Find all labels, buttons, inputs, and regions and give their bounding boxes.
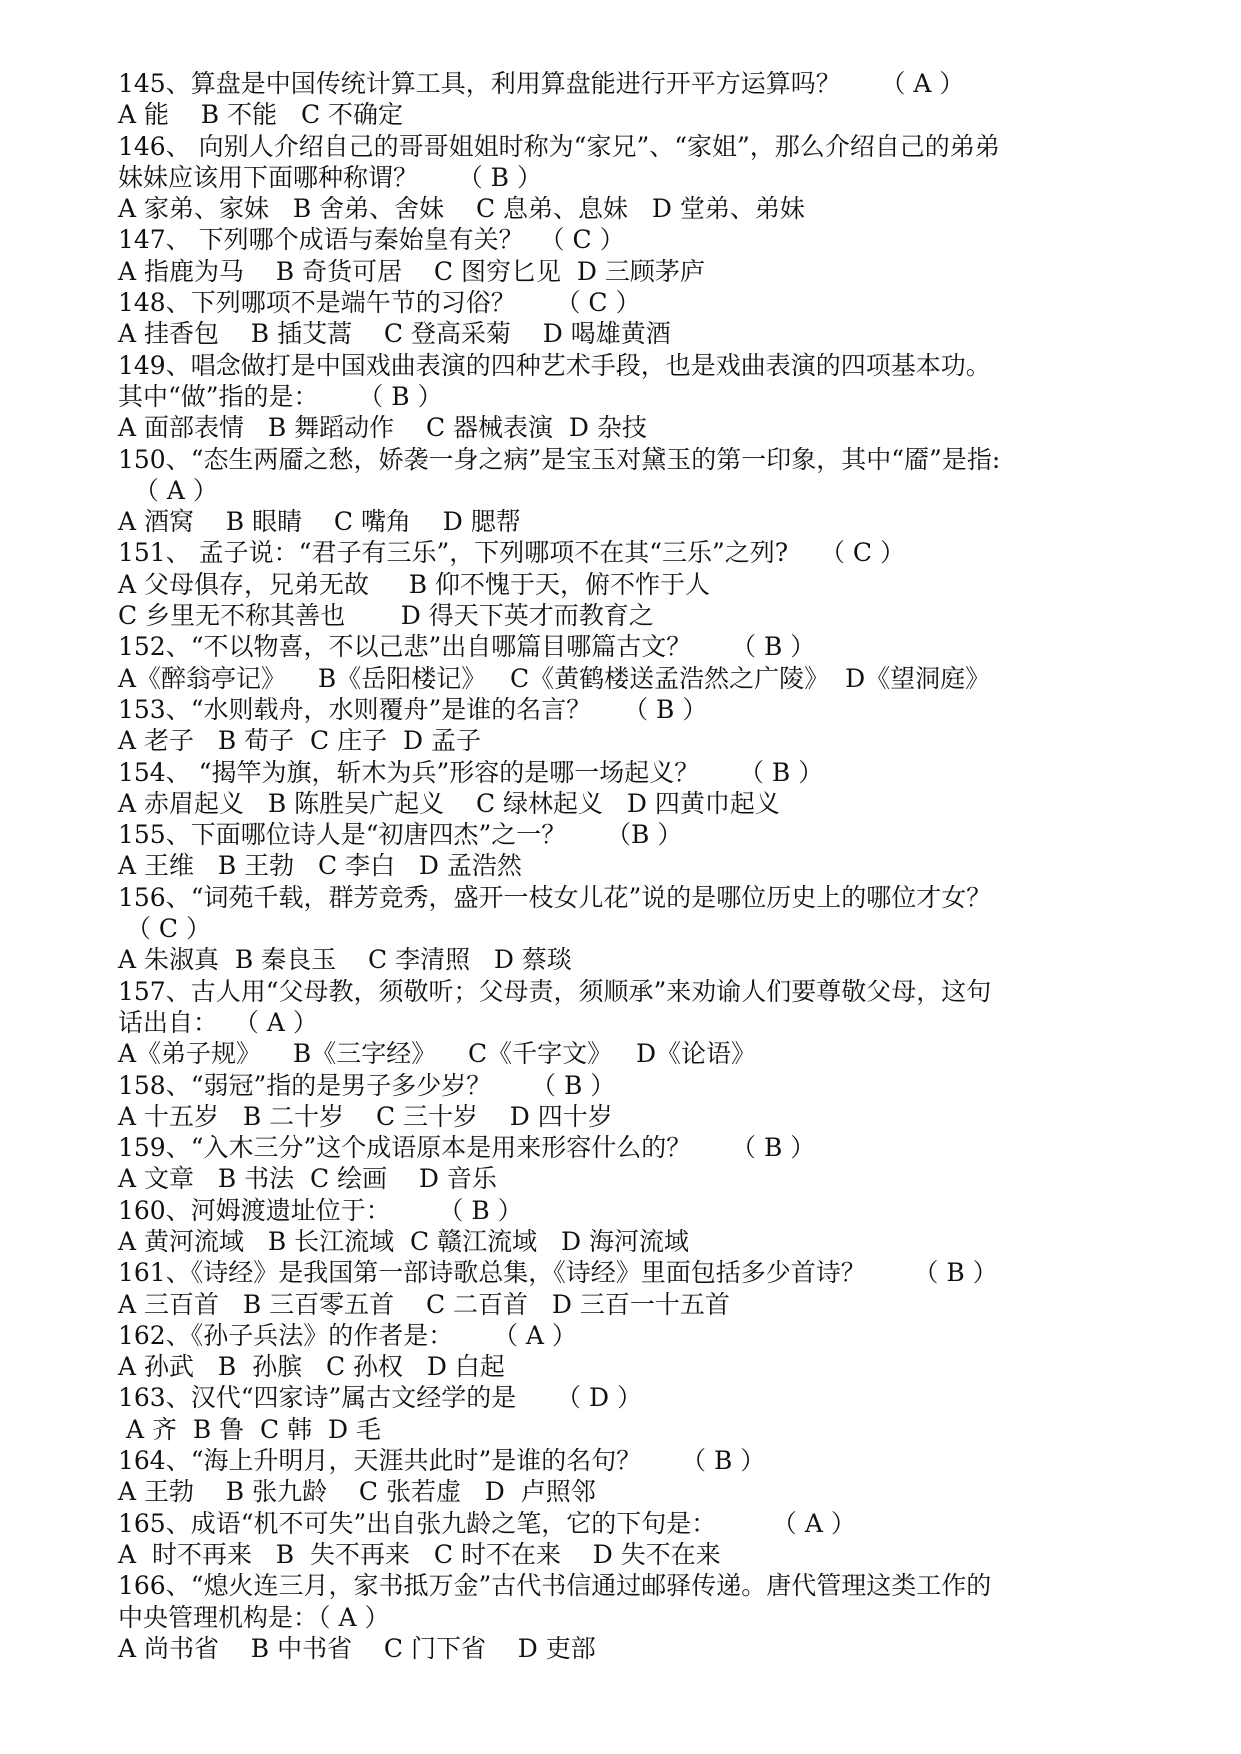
- question-157: 157、古人用“父母教，须敬听；父母责，须顺承”来劝谕人们要尊敬父母，这句: [118, 976, 992, 1006]
- question-152: 152、“不以物喜，不以己悲”出自哪篇目哪篇古文？ （ B ）: [118, 632, 816, 662]
- question-147: 147、 下列哪个成语与秦始皇有关？ （ C ）: [118, 225, 625, 255]
- options-149: A 面部表情 B 舞蹈动作 C 器械表演 D 杂技: [118, 413, 647, 443]
- options-165: A 时不再来 B 失不再来 C 时不在来 D 失不在来: [118, 1539, 721, 1569]
- question-160: 160、河姆渡遗址位于： （ B ）: [118, 1195, 523, 1225]
- options-157: A《弟子规》 B《三字经》 C《千字文》 D《论语》: [118, 1039, 757, 1069]
- question-163: 163、汉代“四家诗”属古文经学的是 （ D ）: [118, 1383, 642, 1413]
- options-161: A 三百首 B 三百零五首 C 二百首 D 三百一十五首: [118, 1289, 730, 1319]
- options-162: A 孙武 B 孙膑 C 孙权 D 白起: [118, 1352, 505, 1382]
- options-159: A 文章 B 书法 C 绘画 D 音乐: [118, 1164, 497, 1194]
- options-155: A 王维 B 王勃 C 李白 D 孟浩然: [118, 851, 522, 881]
- question-149-cont: 其中“做”指的是： （ B ）: [118, 381, 443, 411]
- options-166: A 尚书省 B 中书省 C 门下省 D 吏部: [118, 1633, 596, 1663]
- question-148: 148、下列哪项不是端午节的习俗？ （ C ）: [118, 288, 641, 318]
- question-159: 159、“入木三分”这个成语原本是用来形容什么的？ （ B ）: [118, 1133, 816, 1163]
- options-151-b: C 乡里无不称其善也 D 得天下英才而教育之: [118, 601, 654, 631]
- options-163: A 齐 B 鲁 C 韩 D 毛: [118, 1414, 382, 1444]
- question-156-cont: （ C ）: [118, 914, 211, 944]
- options-160: A 黄河流域 B 长江流域 C 赣江流域 D 海河流域: [118, 1226, 689, 1256]
- question-166-cont: 中央管理机构是：（ A ）: [118, 1602, 390, 1632]
- question-166: 166、“熄火连三月，家书抵万金”古代书信通过邮驿传递。唐代管理这类工作的: [118, 1571, 992, 1601]
- question-145: 145、算盘是中国传统计算工具，利用算盘能进行开平方运算吗？ （ A ）: [118, 69, 965, 98]
- question-155: 155、下面哪位诗人是“初唐四杰”之一？ （B ）: [118, 820, 683, 850]
- question-146-cont: 妹妹应该用下面哪种称谓？ （ B ）: [118, 162, 543, 192]
- question-146: 146、 向别人介绍自己的哥哥姐姐时称为“家兄”、“家姐”，那么介绍自己的弟弟: [118, 131, 1000, 161]
- question-153: 153、“水则载舟，水则覆舟”是谁的名言？ （ B ）: [118, 694, 708, 724]
- question-165: 165、成语“机不可失”出自张九龄之笔，它的下句是： （ A ）: [118, 1508, 856, 1538]
- options-147: A 指鹿为马 B 奇货可居 C 图穷匕见 D 三顾茅庐: [118, 256, 705, 286]
- question-157-cont: 话出自： （ A ）: [118, 1007, 318, 1037]
- options-150: A 酒窝 B 眼睛 C 嘴角 D 腮帮: [118, 507, 521, 537]
- quiz-text-block: [118, 68, 1128, 1664]
- options-164: A 王勃 B 张九龄 C 张若虚 D 卢照邻: [118, 1477, 596, 1507]
- question-151: 151、 孟子说：“君子有三乐”，下列哪项不在其“三乐”之列? （ C ）: [118, 538, 906, 568]
- options-156: A 朱淑真 B 秦良玉 C 李清照 D 蔡琰: [118, 945, 572, 975]
- options-148: A 挂香包 B 插艾蒿 C 登高采菊 D 喝雄黄酒: [118, 319, 671, 349]
- options-151-a: A 父母俱存，兄弟无故 B 仰不愧于天，俯不怍于人: [118, 569, 711, 599]
- options-146: A 家弟、家妹 B 舍弟、舍妹 C 息弟、息妹 D 堂弟、弟妹: [118, 194, 805, 224]
- question-164: 164、“海上升明月，天涯共此时”是谁的名句？ （ B ）: [118, 1446, 766, 1476]
- options-145: A 能 B 不能 C 不确定: [118, 100, 404, 130]
- question-149: 149、唱念做打是中国戏曲表演的四种艺术手段，也是戏曲表演的四项基本功。: [118, 350, 991, 380]
- question-161: 161、《诗经》是我国第一部诗歌总集，《诗经》里面包括多少首诗？ （ B ）: [118, 1258, 998, 1288]
- question-156: 156、“词苑千载，群芳竞秀，盛开一枝女儿花”说的是哪位历史上的哪位才女？: [118, 882, 992, 912]
- question-150-cont: （ A ）: [118, 475, 218, 505]
- options-153: A 老子 B 荀子 C 庄子 D 孟子: [118, 726, 482, 756]
- options-152: A《醉翁亭记》 B《岳阳楼记》 C《黄鹤楼送孟浩然之广陵》 D《望洞庭》: [118, 663, 991, 693]
- options-158: A 十五岁 B 二十岁 C 三十岁 D 四十岁: [118, 1101, 613, 1131]
- question-162: 162、《孙子兵法》的作者是： （ A ）: [118, 1320, 577, 1350]
- question-158: 158、“弱冠”指的是男子多少岁？ （ B ）: [118, 1070, 616, 1100]
- options-154: A 赤眉起义 B 陈胜吴广起义 C 绿林起义 D 四黄巾起义: [118, 788, 780, 818]
- question-150: 150、“态生两靥之愁，娇袭一身之病”是宝玉对黛玉的第一印象，其中“靥”是指:: [118, 444, 1001, 474]
- question-154: 154、 “揭竿为旗，斩木为兵”形容的是哪一场起义？ （ B ）: [118, 757, 824, 787]
